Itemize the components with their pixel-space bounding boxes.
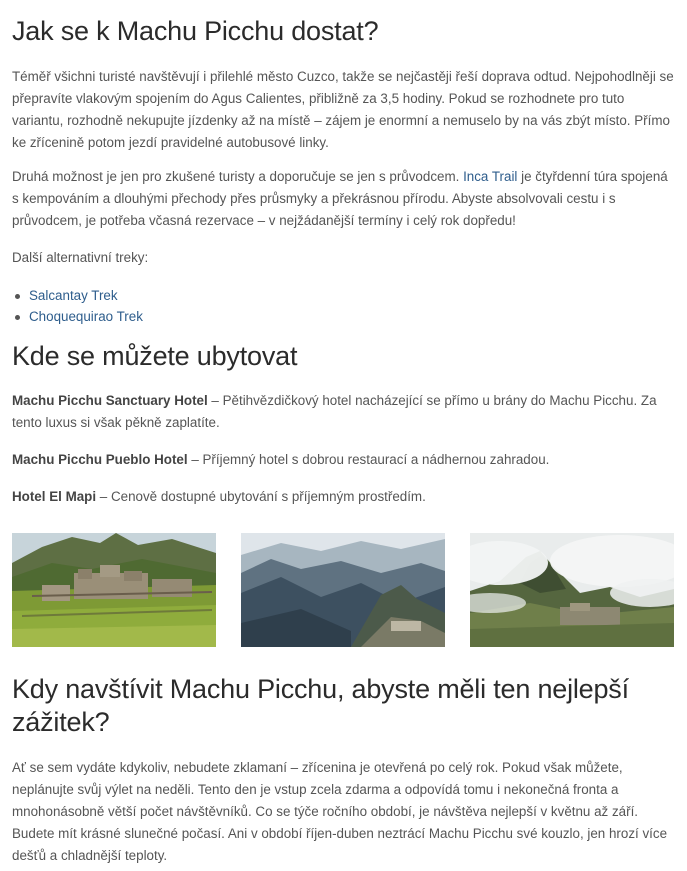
inca-trail-link[interactable]: Inca Trail	[463, 169, 518, 184]
alt-treks-intro: Další alternativní treky:	[12, 250, 149, 265]
hotel-entry	[12, 449, 675, 471]
hotel-description: – Cenově dostupné ubytování s příjemným prostředím.	[96, 489, 426, 504]
paragraph-when-to-visit: Ať se sem vydáte kdykoliv, nebudete zklamaní – zřícenina je otevřená po celý rok. Pokud však můžete, neplánujte svůj výlet na neděli. Tento den je vstup zcela zdarma a odpovídá tomu i nekonečná fronta a mnohonásobně větší počet návštěvníků. Co se týče ročního období, je návštěva nejlepší v květnu až září. Budete mít krásné slunečné počasí. Ani v období říjen-duben neztrácí Machu Picchu své kouzlo, jen hrozí více dešťů a chladnější teploty.	[12, 760, 668, 863]
choquequirao-trek-link[interactable]: Choquequirao Trek	[29, 309, 143, 324]
heading-accommodation: Kde se můžete ubytovat	[12, 341, 298, 371]
hotel-entry	[12, 486, 675, 508]
photo-cloudy-peaks[interactable]	[470, 533, 674, 647]
hotel-description: – Příjemný hotel s dobrou restaurací a nádhernou zahradou.	[187, 452, 550, 467]
hotel-name: Hotel El Mapi	[12, 489, 97, 504]
hotel-entry	[12, 390, 675, 434]
photo-machu-picchu-terraces[interactable]	[12, 533, 216, 647]
salcantay-trek-link[interactable]: Salcantay Trek	[29, 288, 118, 303]
paragraph-transport: Téměř všichni turisté navštěvují i přilehlé město Cuzco, takže se nejčastěji řeší doprava odtud. Nejpohodlněji se přepravíte vlakovým spojením do Agus Calientes, přibližně za 3,5 hodiny. Pokud se rozhodnete pro tuto variantu, rozhodně nekupujte jízdenky až na místě – zájem je enormní a nemuselo by na vás zbýt místo. Přímo ke zřícenině potom jezdí pravidelné autobusové linky.	[12, 69, 674, 150]
photo-valley-image	[241, 533, 445, 647]
list-item	[29, 285, 143, 306]
hotel-name: Machu Picchu Pueblo Hotel	[12, 452, 188, 467]
photo-misty-valley[interactable]	[241, 533, 445, 647]
paragraph-inca-trail-text-1: Druhá možnost je jen pro zkušené turisty a doporučuje se jen s průvodcem.	[12, 169, 464, 184]
photo-terraces-image	[12, 533, 216, 647]
hotel-description: – Pětihvězdičkový hotel nacházející se přímo u brány do Machu Picchu. Za tento luxus si však pěkně zaplatíte.	[12, 393, 657, 430]
heading-getting-there: Jak se k Machu Picchu dostat?	[12, 16, 379, 46]
heading-when-to-visit: Kdy navštívit Machu Picchu, abyste měli ten nejlepší zážitek?	[12, 674, 629, 737]
photo-peaks-image	[470, 533, 674, 647]
hotel-name: Machu Picchu Sanctuary Hotel	[12, 393, 208, 408]
paragraph-inca-trail	[12, 166, 675, 232]
list-item	[29, 306, 143, 327]
paragraph-inca-trail-text-2: je čtyřdenní túra spojená s kempováním a dlouhými přechody přes průsmyky a překrásnou přírodu. Abyste absolvovali cestu i s průvodcem, je potřeba včasná rezervace – v nejžádanější termíny i celý rok dopředu!	[12, 169, 668, 228]
alt-treks-list	[12, 285, 143, 327]
